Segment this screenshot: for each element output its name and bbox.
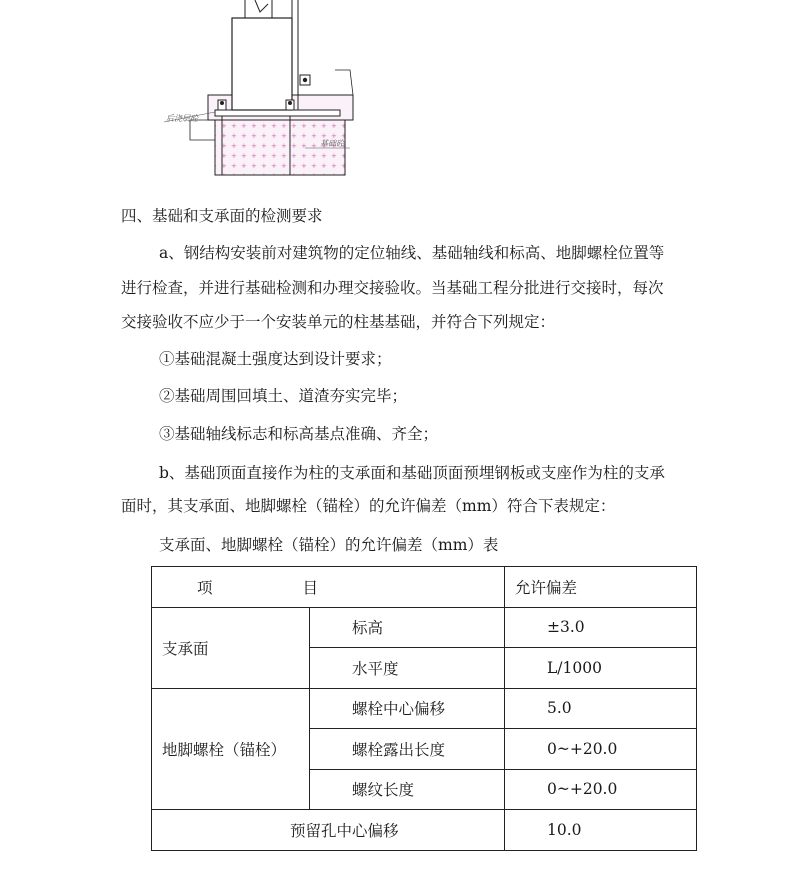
last-row-value: 10.0 xyxy=(505,810,697,851)
anchor-bolt-far xyxy=(300,75,310,85)
para-a-line3: 交接验收不应少于一个安装单元的柱基基础，并符合下列规定： xyxy=(121,313,556,331)
row-value: L/1000 xyxy=(505,648,697,689)
row-value: 0~+20.0 xyxy=(505,729,697,770)
row-value: 5.0 xyxy=(505,688,697,729)
group-support-surface: 支承面 xyxy=(152,607,310,688)
table-header-row xyxy=(152,567,697,608)
section-heading: 四、基础和支承面的检测要求 xyxy=(121,207,323,225)
table-row xyxy=(152,607,697,648)
header-item-a: 项 xyxy=(197,578,213,597)
label-grout: 后浇层砼 xyxy=(166,114,198,123)
para-a-line2: 进行检查，并进行基础检测和办理交接验收。当基础工程分批进行交接时，每次 xyxy=(121,279,664,297)
row-item: 螺纹长度 xyxy=(310,769,505,810)
column-base-drawing xyxy=(160,0,370,185)
table-caption: 支承面、地脚螺栓（锚栓）的允许偏差（mm）表 xyxy=(159,536,499,554)
label-foundation: 基础砼 xyxy=(320,139,344,148)
para-b-line1: b、基础顶面直接作为柱的支承面和基础顶面预埋钢板或支座作为柱的支承 xyxy=(159,464,665,482)
para-a-line1: a、钢结构安装前对建筑物的定位轴线、基础轴线和标高、地脚螺栓位置等 xyxy=(159,244,665,262)
steel-column xyxy=(232,18,292,110)
row-item: 螺栓中心偏移 xyxy=(310,688,505,729)
table-row xyxy=(152,688,697,729)
header-item-b: 目 xyxy=(302,578,319,597)
row-value: ±3.0 xyxy=(505,607,697,648)
list-item-3: ③基础轴线标志和标高基点准确、齐全； xyxy=(159,425,439,443)
header-item-cell xyxy=(152,567,505,608)
last-row-item: 预留孔中心偏移 xyxy=(152,810,505,851)
table-row-last xyxy=(152,810,697,851)
row-value: 0~+20.0 xyxy=(505,769,697,810)
row-item: 标高 xyxy=(310,607,505,648)
header-tolerance: 允许偏差 xyxy=(505,567,697,608)
group-anchor-bolts: 地脚螺栓（锚栓） xyxy=(152,688,310,810)
list-item-1: ①基础混凝土强度达到设计要求； xyxy=(159,350,392,368)
row-item: 水平度 xyxy=(310,648,505,689)
tolerance-table xyxy=(151,566,697,851)
list-item-2: ②基础周围回填土、道渣夯实完毕； xyxy=(159,387,408,405)
para-b-line2: 面时，其支承面、地脚螺栓（锚栓）的允许偏差（mm）符合下表规定： xyxy=(121,497,616,515)
base-plate xyxy=(215,110,340,116)
row-item: 螺栓露出长度 xyxy=(310,729,505,770)
